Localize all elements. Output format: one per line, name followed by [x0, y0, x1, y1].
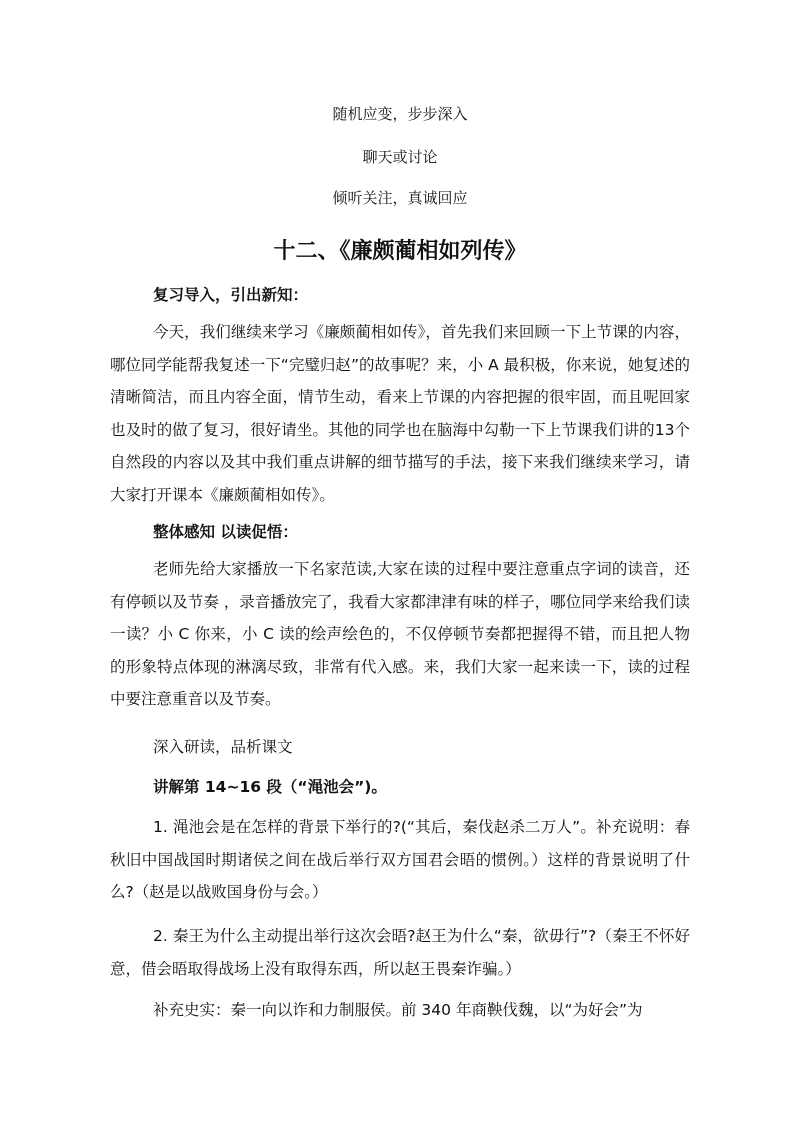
question-1: 1. 渑池会是在怎样的背景下举行的?(“其后，秦伐赵杀二万人”。补充说明：春秋旧中国战国时期诸侯之间在战后举行双方国君会晤的惯例。）这样的背景说明了什么?（赵是以战败国身份与会。） — [110, 818, 690, 901]
paragraph-review: 今天，我们继续来学习《廉颇蔺相如传》，首先我们来回顾一下上节课的内容，哪位同学能帮我复述一下“完璧归赵”的故事呢？来，小 A 最积极，你来说，她复述的清晰简洁，而且内容全面，情节生动，看来上节课的内容把握的很牢固，而且呢回家也及时的做了复习，很好请坐。其他的同学也在脑海中勾勒一下上节课我们讲的13个自然段的内容以及其中我们重点讲解的细节描写的手法，接下来我们继续来学习，请大家打开课本《廉颇蔺相如传》。 — [110, 323, 690, 504]
center-line-2: 聊天或讨论 — [362, 148, 438, 166]
center-line-3: 倾听关注，真诚回应 — [332, 189, 468, 207]
heading-review: 复习导入，引出新知： — [153, 286, 309, 304]
center-line-1: 随机应变，步步深入 — [332, 105, 468, 123]
heading-section-14-16: 讲解第 14~16 段（“渑池会”)。 — [153, 778, 387, 796]
section-title: 十二、《廉颇蔺相如列传》 — [273, 238, 527, 264]
paragraph-overview: 老师先给大家播放一下名家范读,大家在读的过程中要注意重点字词的读音，还有停顿以及节奏 ，录音播放完了，我看大家都津津有味的样子，哪位同学来给我们读一读？小 C 你来，小 C 读的绘声绘色的，不仅停顿节奏都把握得不错，而且把人物的形象特点体现的淋漓尽致，非常有代入感。来，我们大家一起来读一下，读的过程中要注意重音以及节奏。 — [110, 560, 690, 708]
paragraph-supplement: 补充史实：秦一向以诈和力制服侯。前 340 年商鞅伐魏，以“为好会”为 — [153, 1001, 643, 1019]
question-2: 2. 秦王为什么主动提出举行这次会晤?赵王为什么“秦，欲毋行”?（秦王不怀好意，借会晤取得战场上没有取得东西，所以赵王畏秦诈骗。） — [110, 927, 690, 978]
subheading-study: 深入研读，品析课文 — [153, 738, 293, 756]
heading-overview: 整体感知 以读促悟： — [153, 523, 298, 541]
